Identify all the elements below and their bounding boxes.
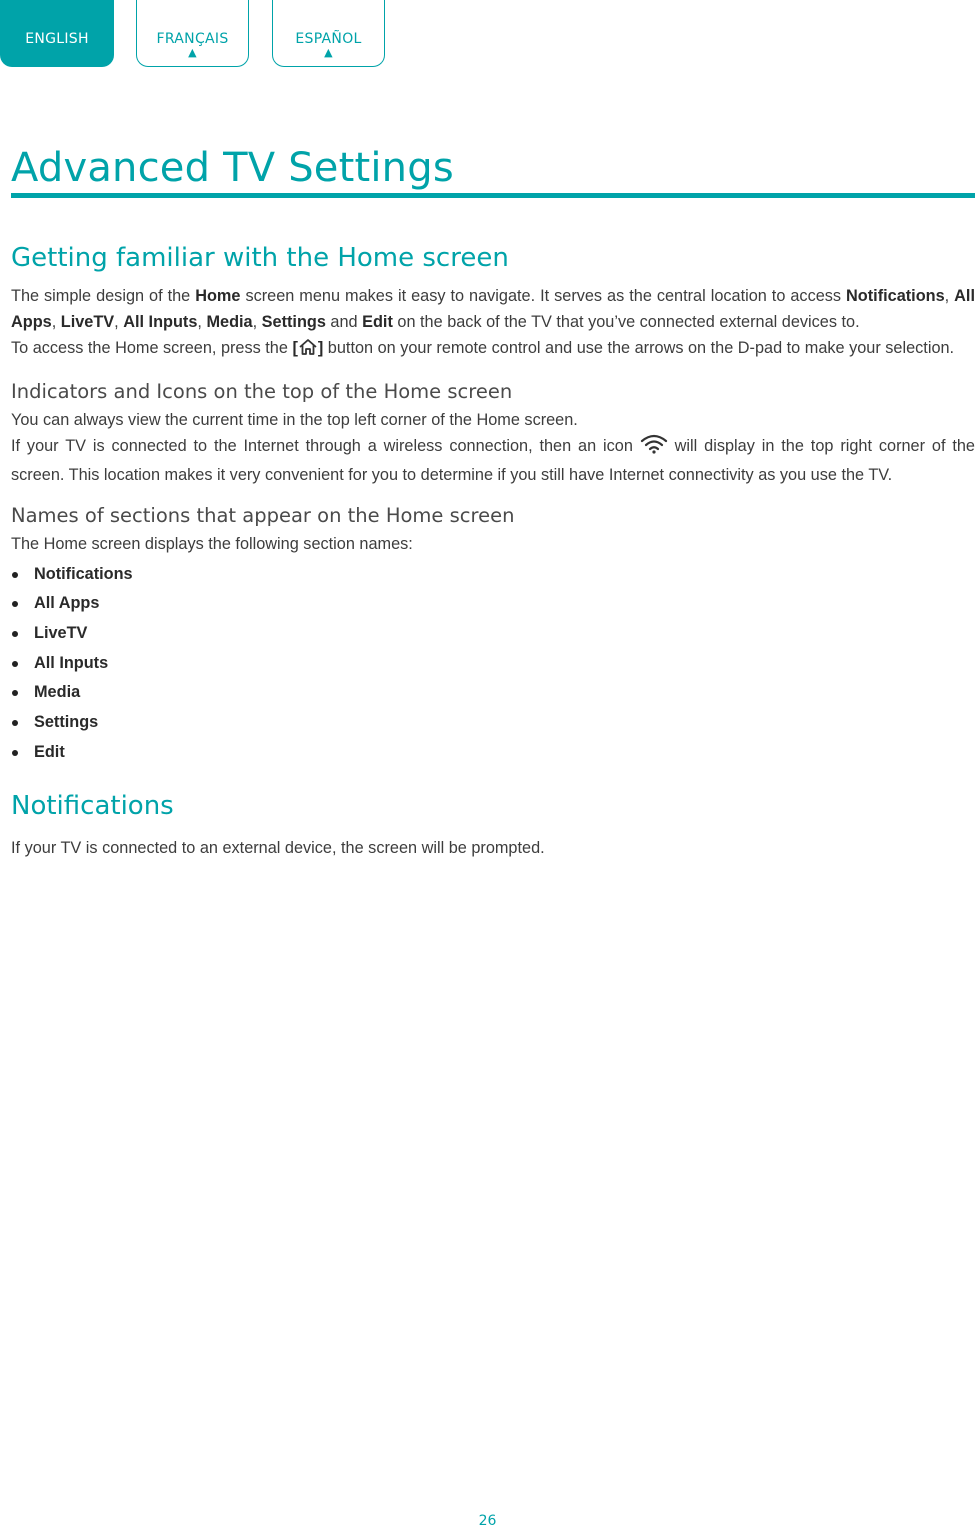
up-arrow-icon: ▲ [188, 46, 197, 59]
tab-francais[interactable] [136, 0, 249, 67]
wifi-icon [640, 434, 668, 463]
tab-espanol[interactable] [272, 0, 385, 67]
notifications-paragraph: If your TV is connected to an external device, the screen will be prompted. [11, 839, 545, 858]
page-number: 26 [478, 1513, 497, 1529]
indicators-time-paragraph: You can always view the current time in the top left corner of the Home screen. [11, 410, 578, 429]
subheading-indicators: Indicators and Icons on the top of the Home screen [11, 379, 513, 403]
list-item: Settings [11, 708, 975, 738]
main-content [11, 238, 975, 862]
section-names-intro: The Home screen displays the following section names: [11, 535, 413, 553]
home-screen-intro-paragraph: The simple design of the Home screen menu makes it easy to navigate. It serves as the central location to access Notifications, All Apps, LiveTV, All Inputs, Media, Settings and Edit on the back of the TV that you’ve connected external devices to. [11, 287, 975, 331]
section-names-list [11, 560, 975, 768]
page-title: Advanced TV Settings [11, 145, 454, 191]
list-item: Notifications [11, 560, 975, 590]
section-heading-notifications: Notifications [11, 791, 174, 822]
tab-espanol-label: ESPAÑOL [295, 31, 362, 47]
title-divider [11, 193, 975, 198]
list-item: All Inputs [11, 649, 975, 679]
list-item: All Apps [11, 589, 975, 619]
indicators-wifi-paragraph: If your TV is connected to the Internet through a wireless connection, then an icon will display in the top right corner of the screen. This location makes it very convenient for you to determine if you still have Internet connectivity as you use the TV. [11, 434, 975, 488]
tab-english[interactable] [0, 0, 114, 67]
home-screen-access-paragraph: To access the Home screen, press the [ ] button on your remote control and use the arrows on the D-pad to make your selection. [11, 336, 975, 365]
tab-francais-label: FRANÇAIS [156, 31, 229, 47]
up-arrow-icon: ▲ [324, 46, 333, 59]
list-item: LiveTV [11, 619, 975, 649]
list-item: Edit [11, 738, 975, 768]
list-item: Media [11, 678, 975, 708]
subheading-section-names: Names of sections that appear on the Home screen [11, 504, 515, 527]
language-tabs [0, 0, 400, 68]
home-icon [298, 338, 318, 365]
section-heading-home-screen: Getting familiar with the Home screen [11, 243, 509, 273]
tab-english-label: ENGLISH [25, 31, 89, 47]
